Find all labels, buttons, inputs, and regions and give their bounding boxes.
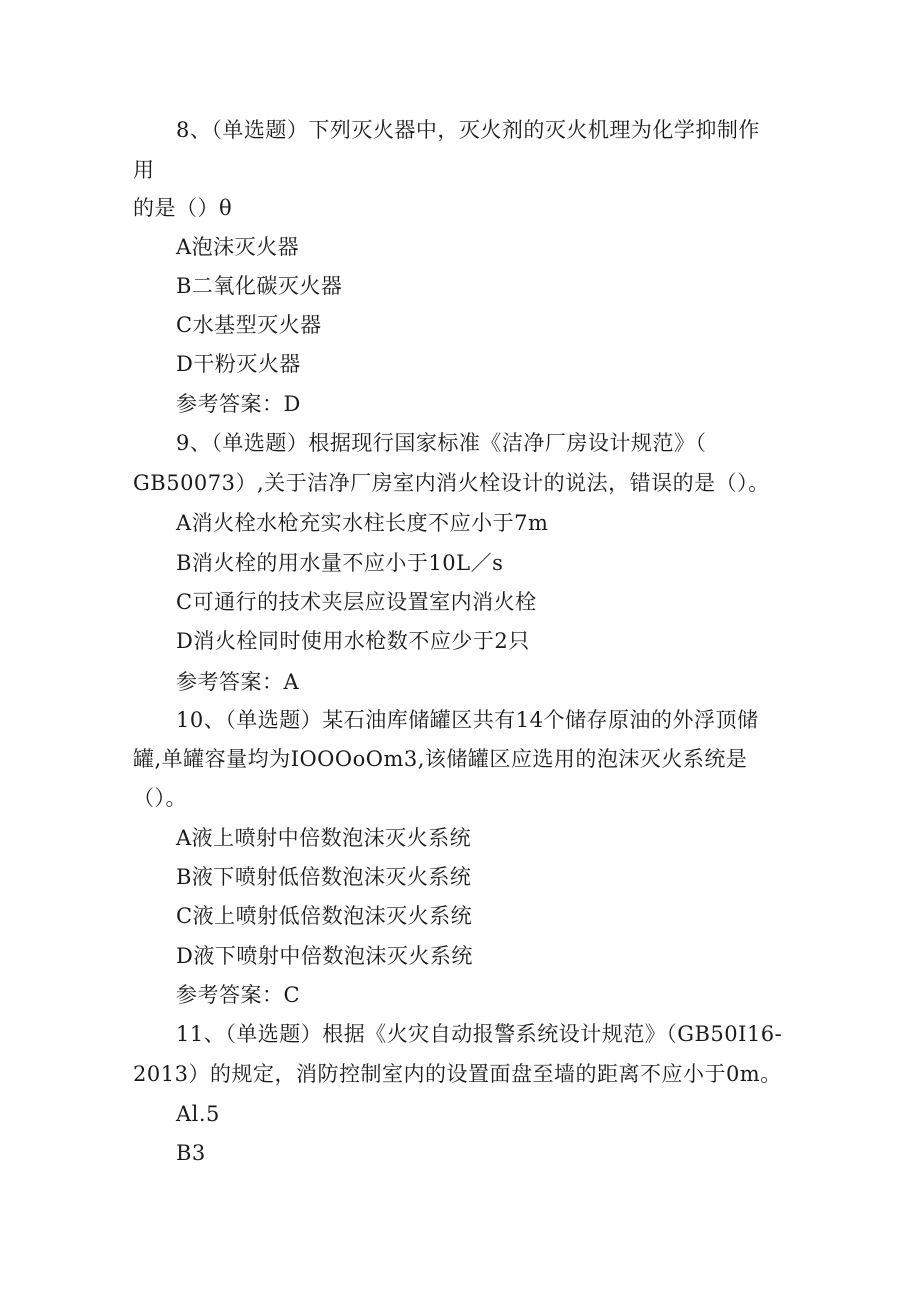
option-b: B二氧化碳灭火器 (176, 274, 343, 298)
option-b: B3 (176, 1141, 206, 1165)
option-a: A泡沫灭火器 (176, 235, 300, 259)
question-9-text: 9、（单选题）根据现行国家标准《洁净厂房设计规范》（ (176, 431, 707, 455)
answer: 参考答案：A (176, 670, 300, 694)
option-b: B液下喷射低倍数泡沫灭火系统 (176, 865, 472, 889)
option-d: D干粉灭火器 (176, 352, 301, 376)
question-11-text: 11、（单选题）根据《火灾自动报警系统设计规范》（GB50I16- (176, 1022, 783, 1046)
option-a: A液上喷射中倍数泡沫灭火系统 (176, 826, 472, 850)
question-8-text-continued: 的是（）θ (133, 196, 233, 220)
option-b: B消火栓的用水量不应小于10L／s (176, 551, 504, 575)
question-10-text-continued: 罐,单罐容量均为IOOOoOm3,该储罐区应选用的泡沫灭火系统是 (133, 747, 748, 771)
question-9-text-continued: GB50073）,关于洁净厂房室内消火栓设计的说法，错误的是（）。 (133, 471, 770, 495)
option-c: C水基型灭火器 (176, 313, 322, 337)
option-d: D消火栓同时使用水枪数不应少于2只 (176, 629, 530, 653)
question-11-text-continued: 2013）的规定，消防控制室内的设置面盘至墙的距离不应小于0m。 (133, 1062, 782, 1086)
question-10-text-continued: （）。 (133, 786, 187, 810)
option-a: Al.5 (176, 1102, 220, 1126)
question-10-text: 10、（单选题）某石油库储罐区共有14个储存原油的外浮顶储 (176, 708, 759, 732)
option-c: C可通行的技术夹层应设置室内消火栓 (176, 590, 537, 614)
option-c: C液上喷射低倍数泡沫灭火系统 (176, 904, 473, 928)
answer: 参考答案：C (176, 983, 301, 1007)
answer: 参考答案：D (176, 392, 301, 416)
question-8-text: 8、（单选题）下列灭火器中，灭火剂的灭火机理为化学抑制作 (176, 118, 760, 142)
option-a: A消火栓水枪充实水柱长度不应小于7m (176, 511, 549, 535)
option-d: D液下喷射中倍数泡沫灭火系统 (176, 944, 473, 968)
question-8-text-continued: 用 (133, 158, 155, 182)
